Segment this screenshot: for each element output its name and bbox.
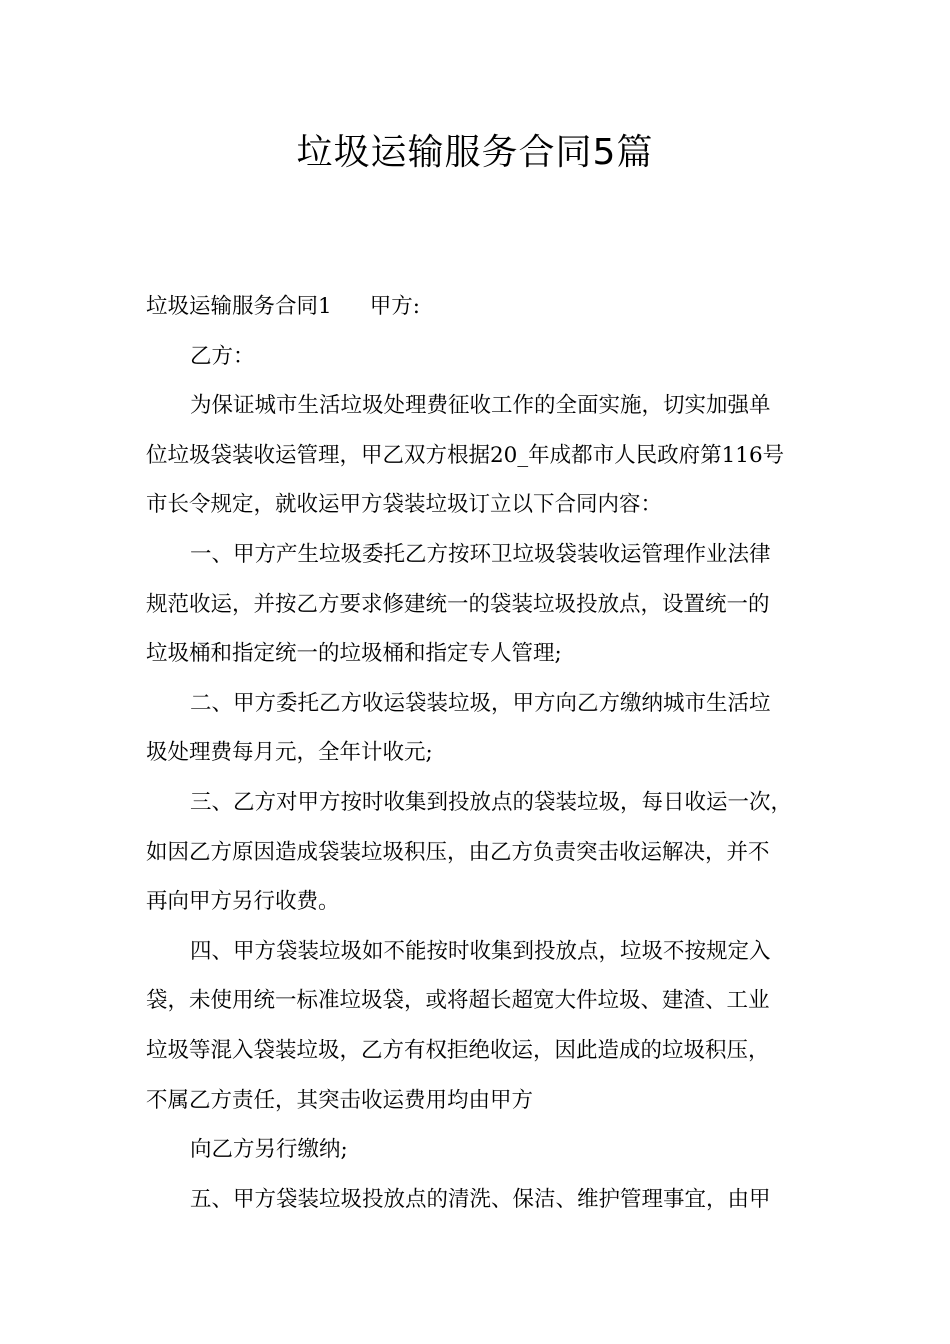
contract-header-line [146, 282, 810, 332]
paragraph-line: 三、乙方对甲方按时收集到投放点的袋装垃圾，每日收运一次， [190, 789, 793, 815]
paragraph-line: 位垃圾袋装收运管理，甲乙双方根据20_年成都市人民政府第116号 [146, 442, 785, 468]
party-b-line: 乙方： [190, 343, 255, 369]
paragraph-line: 圾处理费每月元，全年计收元; [146, 740, 433, 766]
paragraph-line: 向乙方另行缴纳; [190, 1137, 348, 1163]
paragraph-line: 再向甲方另行收费。 [146, 889, 340, 915]
paragraph-line: 袋，未使用统一标准垃圾袋，或将超长超宽大件垃圾、建渣、工业 [146, 988, 770, 1014]
paragraph-line: 市长令规定，就收运甲方袋装垃圾订立以下合同内容： [146, 492, 663, 518]
paragraph-line: 不属乙方责任，其突击收运费用均由甲方 [146, 1087, 534, 1113]
paragraph-line: 如因乙方原因造成袋装垃圾积压，由乙方负责突击收运解决，并不 [146, 839, 770, 865]
document-title: 垃圾运输服务合同5篇 [296, 132, 654, 173]
paragraph-line: 二、甲方委托乙方收运袋装垃圾，甲方向乙方缴纳城市生活垃 [190, 690, 771, 716]
contract-label: 垃圾运输服务合同1 [146, 294, 332, 319]
paragraph-line: 垃圾桶和指定统一的垃圾桶和指定专人管理; [146, 641, 562, 667]
paragraph-line: 垃圾等混入袋装垃圾，乙方有权拒绝收运，因此造成的垃圾积压， [146, 1037, 770, 1063]
paragraph-line: 一、甲方产生垃圾委托乙方按环卫垃圾袋装收运管理作业法律 [190, 541, 771, 567]
party-a-label: 甲方: [369, 294, 420, 319]
paragraph-line: 为保证城市生活垃圾处理费征收工作的全面实施，切实加强单 [190, 393, 771, 419]
paragraph-line: 五、甲方袋装垃圾投放点的清洗、保洁、维护管理事宜，由甲 [190, 1186, 771, 1212]
paragraph-line: 规范收运，并按乙方要求修建统一的袋装垃圾投放点，设置统一的 [146, 591, 770, 617]
document-body [146, 282, 810, 1224]
paragraph-line: 四、甲方袋装垃圾如不能按时收集到投放点，垃圾不按规定入 [190, 938, 771, 964]
